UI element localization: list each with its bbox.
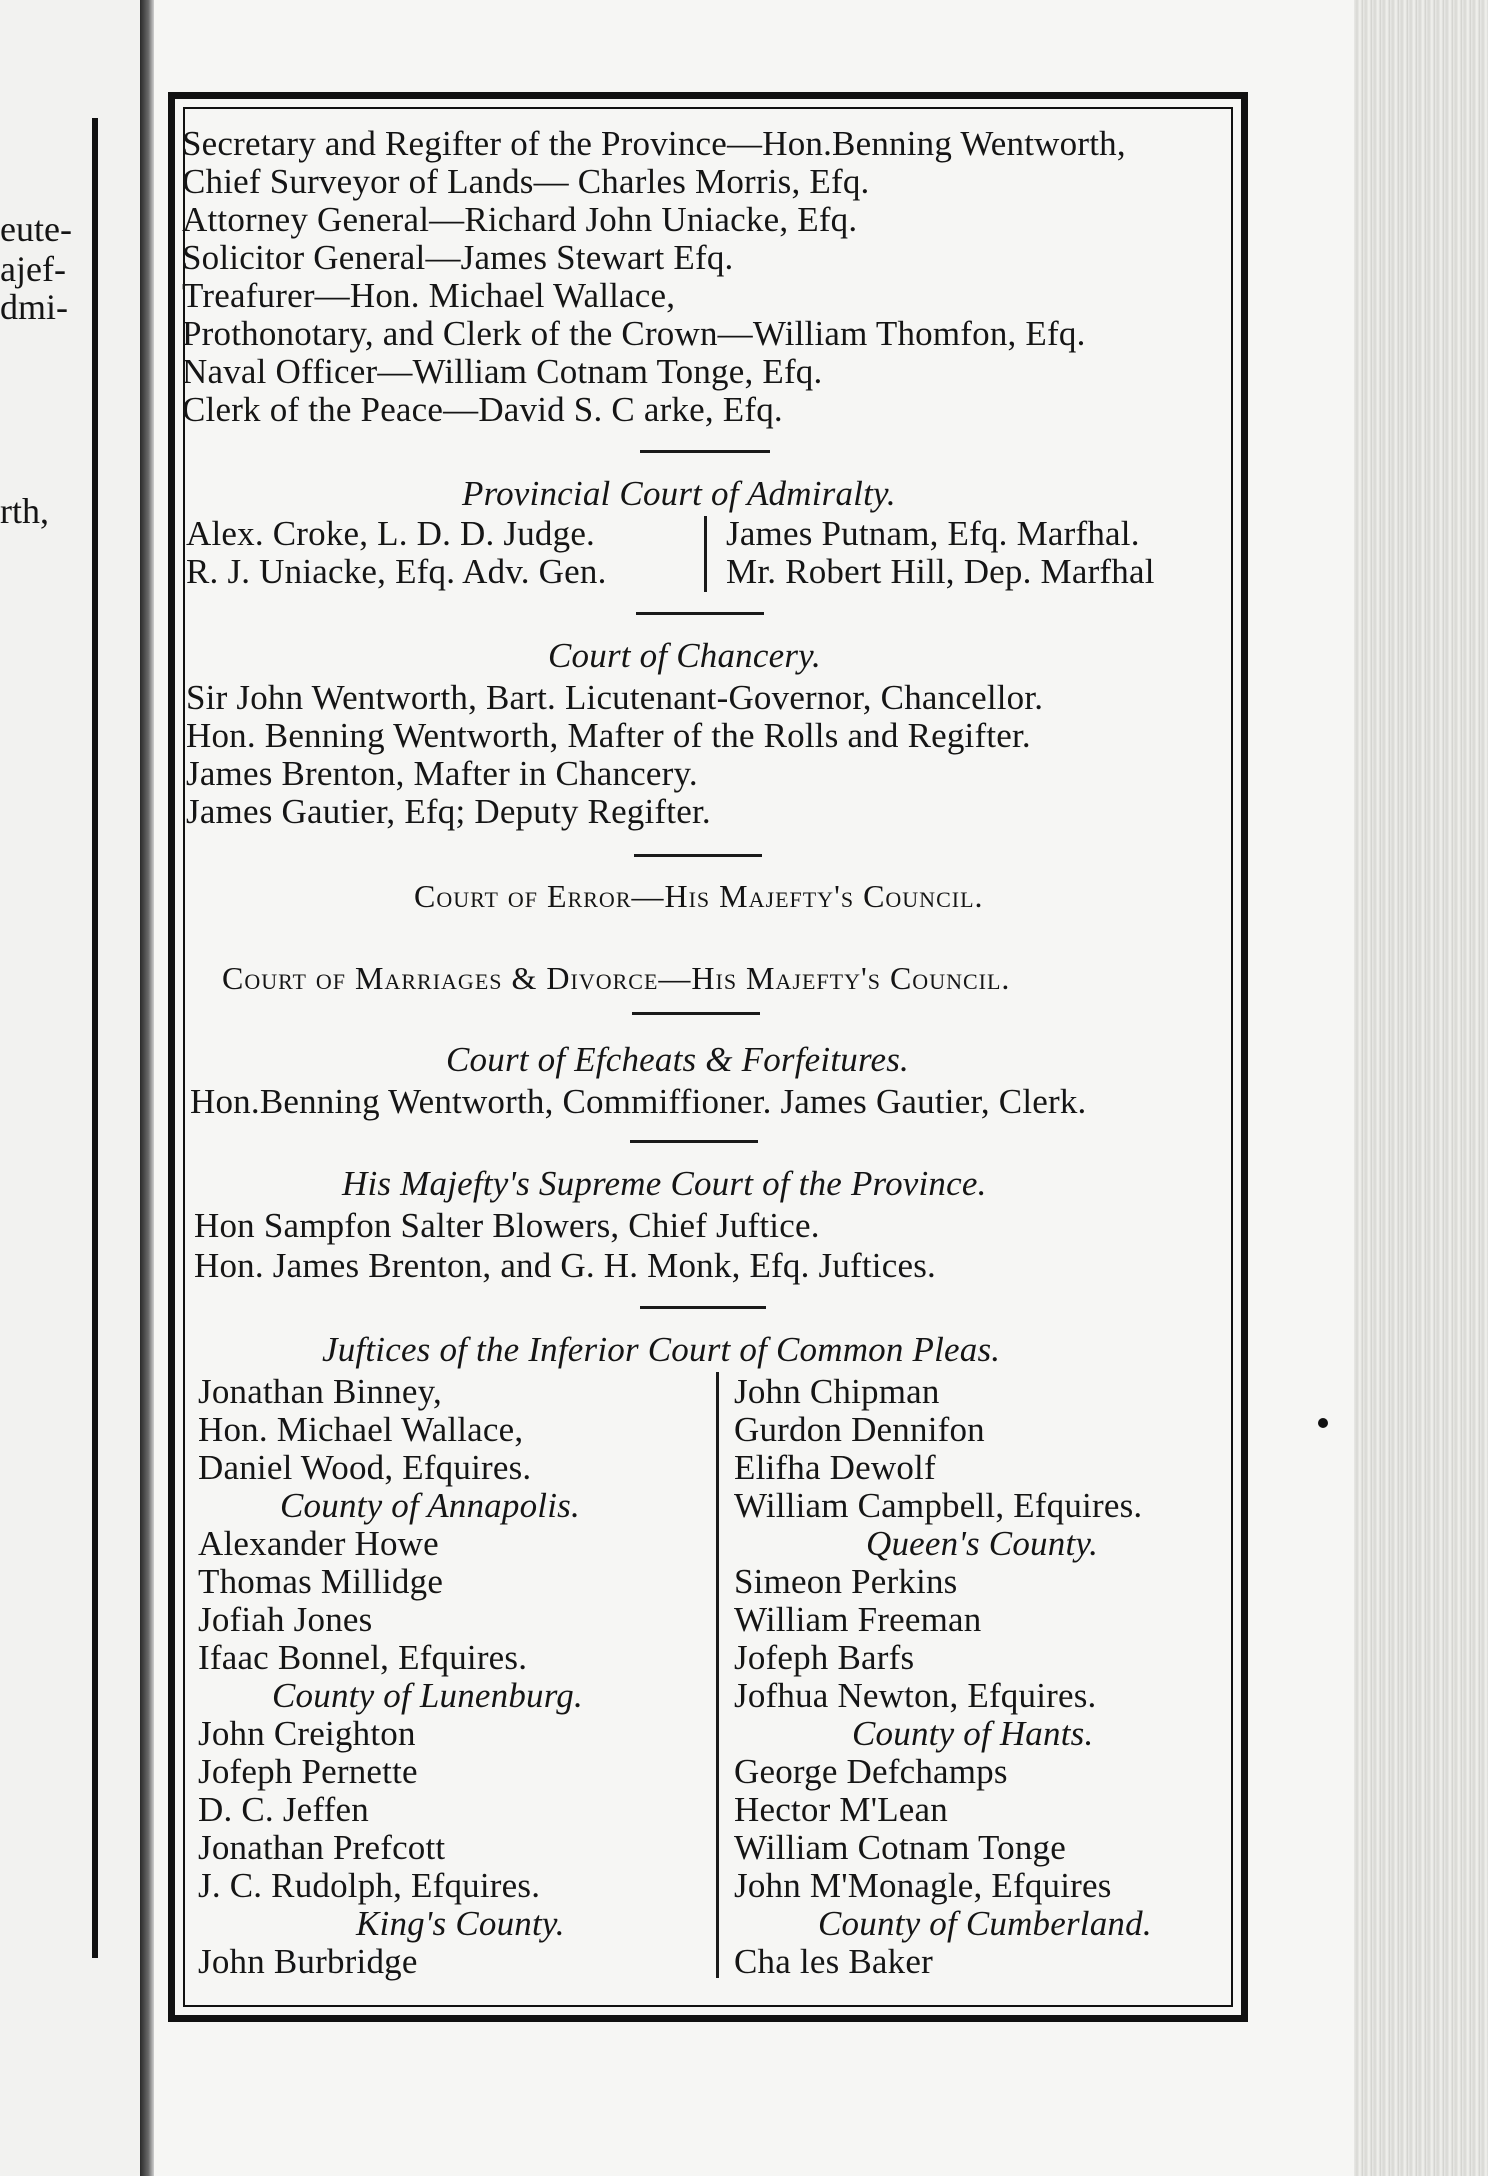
justice-name: Alexander Howe <box>198 1524 439 1563</box>
officer-line: Naval Officer—William Cotnam Tonge, Efq. <box>182 352 823 391</box>
previous-page-text: ajef- <box>0 249 66 289</box>
justice-name: George Defchamps <box>734 1752 1008 1791</box>
previous-page-text: eute- <box>0 209 72 249</box>
justice-name: William Cotnam Tonge <box>734 1828 1066 1867</box>
marriages-court: Court of Marriages & Divorce—His Majefty's Council. <box>222 960 1011 996</box>
supreme-heading: His Majefty's Supreme Court of the Province. <box>342 1164 987 1203</box>
justice-name: John Creighton <box>198 1714 416 1753</box>
chancery-heading: Court of Chancery. <box>548 636 821 675</box>
justice-name: Jofiah Jones <box>198 1600 373 1639</box>
error-court: Court of Error—His Majefty's Council. <box>414 878 984 914</box>
justice-name: John Burbridge <box>198 1942 418 1981</box>
justice-name: Ifaac Bonnel, Efquires. <box>198 1638 528 1677</box>
officer-line: Chief Surveyor of Lands— Charles Morris, Efq. <box>182 162 870 201</box>
county-heading: County of Annapolis. <box>280 1486 580 1525</box>
justice-name: Jonathan Binney, <box>198 1372 442 1411</box>
justice-name: Hon. Michael Wallace, <box>198 1410 524 1449</box>
supreme-line: Hon. James Brenton, and G. H. Monk, Efq. Juftices. <box>194 1246 936 1285</box>
officer-line: Treafurer—Hon. Michael Wallace, <box>182 276 676 315</box>
section-divider <box>636 612 764 615</box>
previous-page-fragment <box>0 0 140 2176</box>
justice-name: William Freeman <box>734 1600 982 1639</box>
justice-name: John M'Monagle, Efquires <box>734 1866 1112 1905</box>
officer-line: Clerk of the Peace—David S. C arke, Efq. <box>182 390 783 429</box>
justice-name: Hector M'Lean <box>734 1790 948 1829</box>
previous-page-text: dmi- <box>0 287 68 327</box>
chancery-line: Sir John Wentworth, Bart. Licutenant-Governor, Chancellor. <box>186 678 1044 717</box>
admiralty-member: Alex. Croke, L. D. D. Judge. <box>186 514 596 553</box>
book-gutter <box>140 0 154 2176</box>
officer-line: Solicitor General—James Stewart Efq. <box>182 238 734 277</box>
ink-mark <box>1318 1418 1328 1428</box>
previous-page-text: rth, <box>0 491 49 531</box>
justice-name: John Chipman <box>734 1372 940 1411</box>
justice-name: Cha les Baker <box>734 1942 933 1981</box>
section-divider <box>630 1140 758 1143</box>
county-heading: King's County. <box>356 1904 565 1943</box>
admiralty-member: Mr. Robert Hill, Dep. Marfhal <box>726 552 1155 591</box>
justice-name: Simeon Perkins <box>734 1562 958 1601</box>
justice-name: Daniel Wood, Efquires. <box>198 1448 532 1487</box>
justice-name: Thomas Millidge <box>198 1562 444 1601</box>
justice-name: J. C. Rudolph, Efquires. <box>198 1866 541 1905</box>
escheats-line: Hon.Benning Wentworth, Commiffioner. James Gautier, Clerk. <box>190 1082 1087 1121</box>
column-divider <box>704 516 707 592</box>
section-divider <box>640 1306 766 1309</box>
escheats-heading: Court of Efcheats & Forfeitures. <box>446 1040 909 1079</box>
previous-page-border <box>92 118 98 1958</box>
section-divider <box>634 854 762 857</box>
justice-name: Gurdon Dennifon <box>734 1410 985 1449</box>
justice-name: D. C. Jeffen <box>198 1790 369 1829</box>
admiralty-member: James Putnam, Efq. Marfhal. <box>726 514 1140 553</box>
admiralty-member: R. J. Uniacke, Efq. Adv. Gen. <box>186 552 607 591</box>
column-divider <box>716 1372 719 1978</box>
officer-line: Prothonotary, and Clerk of the Crown—William Thomfon, Efq. <box>182 314 1086 353</box>
justice-name: Jofeph Pernette <box>198 1752 418 1791</box>
section-divider <box>640 450 770 453</box>
county-heading: County of Cumberland. <box>818 1904 1152 1943</box>
justice-name: Jofhua Newton, Efquires. <box>734 1676 1097 1715</box>
justices-heading: Juftices of the Inferior Court of Common Pleas. <box>322 1330 1001 1369</box>
page-edges <box>1354 0 1488 2176</box>
justice-name: Elifha Dewolf <box>734 1448 936 1487</box>
supreme-line: Hon Sampfon Salter Blowers, Chief Juftice. <box>194 1206 820 1245</box>
chancery-line: James Gautier, Efq; Deputy Regifter. <box>186 792 711 831</box>
officer-line: Secretary and Regifter of the Province—Hon.Benning Wentworth, <box>182 124 1126 163</box>
justice-name: Jonathan Prefcott <box>198 1828 446 1867</box>
section-divider <box>632 1012 760 1015</box>
admiralty-heading: Provincial Court of Admiralty. <box>462 474 896 513</box>
justice-name: William Campbell, Efquires. <box>734 1486 1143 1525</box>
chancery-line: James Brenton, Mafter in Chancery. <box>186 754 698 793</box>
county-heading: Queen's County. <box>866 1524 1099 1563</box>
county-heading: County of Hants. <box>852 1714 1094 1753</box>
county-heading: County of Lunenburg. <box>272 1676 583 1715</box>
justice-name: Jofeph Barfs <box>734 1638 915 1677</box>
chancery-line: Hon. Benning Wentworth, Mafter of the Rolls and Regifter. <box>186 716 1031 755</box>
officer-line: Attorney General—Richard John Uniacke, Efq. <box>182 200 858 239</box>
